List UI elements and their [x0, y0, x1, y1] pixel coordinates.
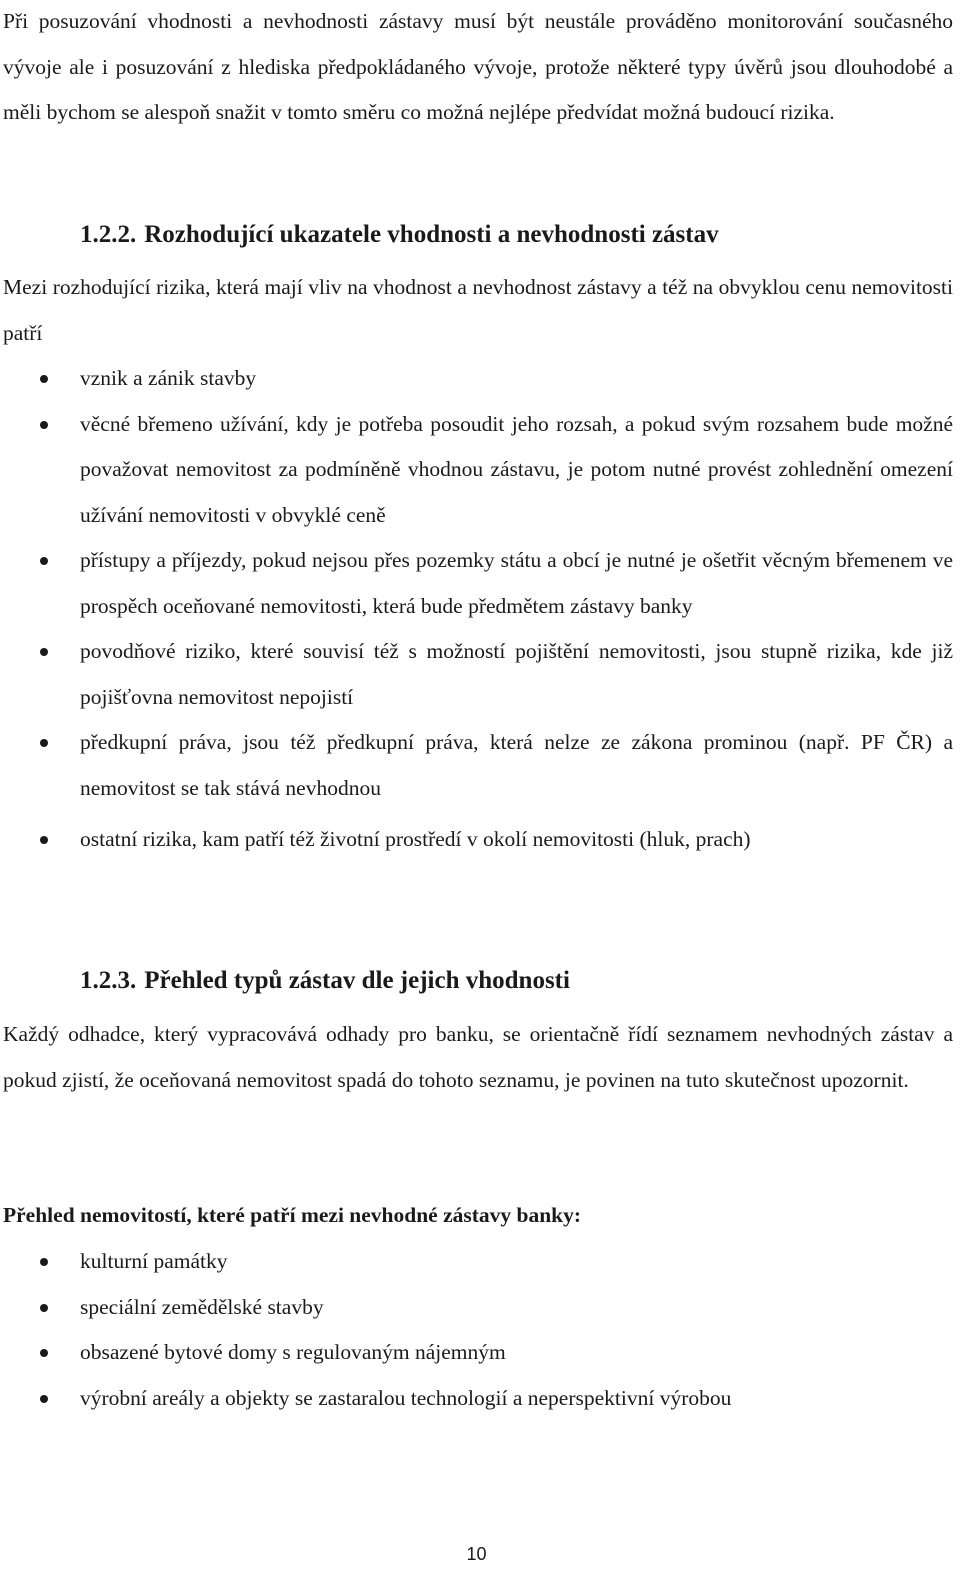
bullet-icon — [40, 1349, 48, 1357]
list-item: věcné břemeno užívání, kdy je potřeba posoudit jeho rozsah, a pokud svým rozsahem bude možné považovat nemovitost za podmíněně vhodnou zástavu, je potom nutné provést zohlednění omezení užívání nemovitosti v obvyklé ceně — [0, 402, 953, 539]
bullet-icon — [40, 739, 48, 747]
list-heading: Přehled nemovitostí, které patří mezi nevhodné zástavy banky: — [3, 1203, 582, 1227]
risk-list — [0, 356, 953, 863]
page-number: 10 — [466, 1544, 487, 1564]
section-number: 1.2.3. — [80, 967, 137, 994]
section-1-2-2-paragraph: Mezi rozhodující rizika, která mají vliv na vhodnost a nevhodnost zástavy a též na obvyklou cenu nemovitosti patří — [3, 275, 953, 345]
section-1-2-3-paragraph: Každý odhadce, který vypracovává odhady pro banku, se orientačně řídí seznamem nevhodných zástav a pokud zjistí, že oceňovaná nemovitost spadá do tohoto seznamu, je povinen na tuto skutečnost upozornit. — [3, 1022, 953, 1092]
list-item: povodňové riziko, které souvisí též s možností pojištění nemovitosti, jsou stupně rizika, kde již pojišťovna nemovitost nepojistí — [0, 629, 953, 720]
unsuitable-collateral-list — [0, 1239, 953, 1421]
bullet-icon — [40, 648, 48, 656]
section-number: 1.2.2. — [80, 221, 137, 248]
list-item: výrobní areály a objekty se zastaralou technologií a neperspektivní výrobou — [0, 1376, 953, 1422]
bullet-icon — [40, 375, 48, 383]
list-item: kulturní památky — [0, 1239, 953, 1285]
bullet-icon — [40, 1304, 48, 1312]
section-heading-1-2-3 — [80, 967, 570, 995]
list-item: přístupy a příjezdy, pokud nejsou přes pozemky státu a obcí je nutné je ošetřit věcným břemenem ve prospěch oceňované nemovitosti, která bude předmětem zástavy banky — [0, 538, 953, 629]
section-heading-1-2-2 — [80, 221, 719, 249]
list-item: předkupní práva, jsou též předkupní práva, která nelze ze zákona prominou (např. PF ČR) a nemovitost se tak stává nevhodnou — [0, 720, 953, 811]
bullet-icon — [40, 1395, 48, 1403]
bullet-icon — [40, 836, 48, 844]
list-item: obsazené bytové domy s regulovaným nájemným — [0, 1330, 953, 1376]
bullet-icon — [40, 1258, 48, 1266]
bullet-icon — [40, 421, 48, 429]
list-item: vznik a zánik stavby — [0, 356, 953, 402]
section-title: Rozhodující ukazatele vhodnosti a nevhodnosti zástav — [144, 221, 719, 248]
bullet-icon — [40, 557, 48, 565]
section-title: Přehled typů zástav dle jejich vhodnosti — [144, 967, 570, 994]
list-item: ostatní rizika, kam patří též životní prostředí v okolí nemovitosti (hluk, prach) — [0, 817, 953, 863]
list-item: speciální zemědělské stavby — [0, 1285, 953, 1331]
intro-paragraph: Při posuzování vhodnosti a nevhodnosti zástavy musí být neustále prováděno monitorování současného vývoje ale i posuzování z hlediska předpokládaného vývoje, protože některé typy úvěrů jsou dlouhodobé a měli bychom se alespoň snažit v tomto směru co možná nejlépe předvídat možná budoucí rizika. — [3, 9, 953, 124]
